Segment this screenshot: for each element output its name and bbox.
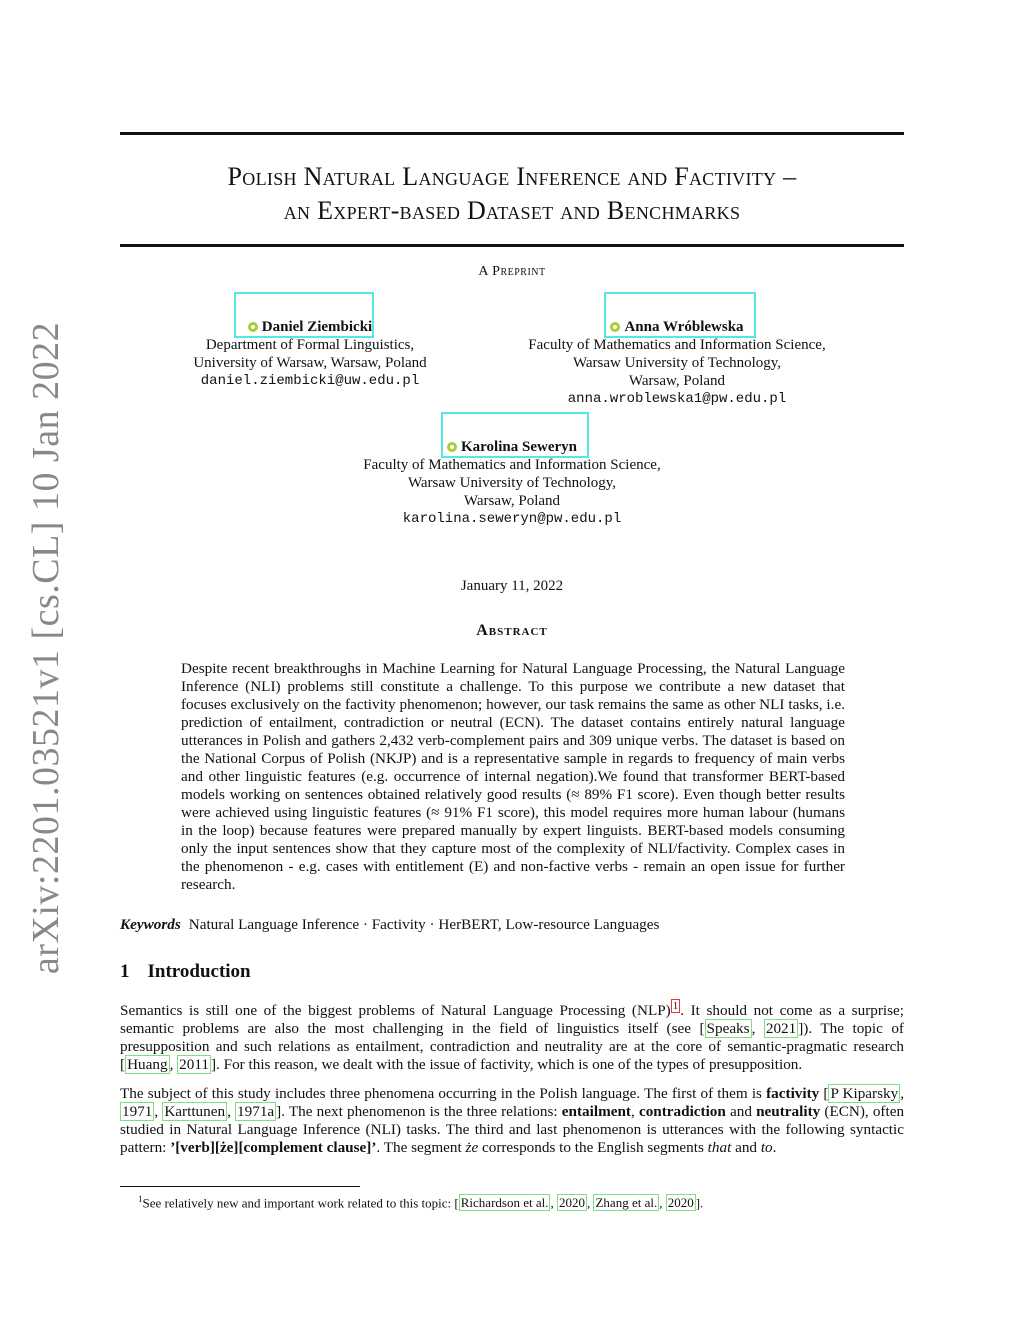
text-run: , [659, 1195, 666, 1211]
orcid-icon[interactable] [248, 322, 258, 332]
citation-link[interactable]: Richardson et al. [460, 1195, 549, 1211]
author-affiliation-line: Warsaw University of Technology, [407, 475, 617, 491]
italic-term: to [760, 1139, 773, 1156]
arxiv-id-text[interactable]: arXiv:2201.03521v1 [cs.CL] 10 Jan 2022 [25, 321, 67, 975]
text-run: and [725, 1103, 757, 1120]
bold-term: neutrality [756, 1103, 821, 1120]
text-run: . It should not come as a surprise; semantic problems are also the most challenging in the field of linguistics itself (see [ [120, 1002, 904, 1037]
footnote-link[interactable]: 1 [672, 999, 679, 1012]
author-name: Karolina Seweryn [461, 439, 577, 455]
text-run: corresponds to the English segments [478, 1139, 708, 1156]
section-heading-introduction [120, 961, 251, 983]
citation-link[interactable]: 2020 [667, 1195, 694, 1211]
text-run: , [586, 1195, 594, 1211]
abstract-heading: Abstract [476, 622, 548, 639]
orcid-icon[interactable] [447, 442, 457, 452]
text-run: . The segment [376, 1139, 466, 1156]
intro-paragraph-1 [120, 999, 904, 1074]
keywords-label: Keywords [120, 916, 181, 933]
citation-link[interactable]: 2020 [558, 1195, 585, 1211]
author-affiliation-line: Department of Formal Linguistics, [205, 337, 415, 353]
title-rule-bottom [120, 244, 904, 247]
citation-link[interactable]: Speaks [706, 1020, 750, 1037]
text-run: ]. The next phenomenon is the three relations: [276, 1103, 562, 1120]
footnote-1 [138, 1191, 904, 1211]
citation-link[interactable]: P Kiparsky [830, 1085, 899, 1102]
paper-title [120, 160, 904, 228]
citation-link[interactable]: 1971a [237, 1103, 275, 1120]
bold-term: entailment [561, 1103, 631, 1120]
author-block-1 [150, 318, 470, 390]
citation-link[interactable]: Karttunen [164, 1103, 226, 1120]
citation-link[interactable]: 2011 [179, 1056, 209, 1073]
section-title: Introduction [147, 961, 251, 982]
abstract-body: Despite recent breakthroughs in Machine Learning for Natural Language Processing, the Natural Language Inference (NLI) problems still constitute a challenge. To this purpose we contribute a new dataset that focuses exclusively on the factivity phenomenon; however, our task remains the same as other NLI tasks, i.e. prediction of entailment, contradiction or neutral (ECN). The dataset contains entirely natural language utterances in Polish and gathers 2,432 verb-complement pairs and 309 unique verbs. The dataset is based on the National Corpus of Polish (NKJP) and is a representative sample in regards to frequency of main verbs and other linguistic features (e.g. occurrence of internal negation).We found that transformer BERT-based models working on sentences obtained relatively good results (≈ 89% F1 score). Even though better results were achieved using linguistic features (≈ 91% F1 score), this model requires more human labour (humans in the loop) because features were prepared manually by expert linguists. BERT-based models consuming only the input sentences show that they capture most of the complexity of NLI/factivity. Complex cases in the phenomenon - e.g. cases with entitlement (E) and non-factive verbs - remain an open issue for further research. [181, 660, 845, 893]
author-affiliation-line: Warsaw, Poland [628, 373, 726, 389]
text-run: ]). The topic of presupposition and such relations as entailment, contradiction and neutrality are at the core of semantic-pragmatic research [ [120, 1020, 904, 1073]
text-run: , [169, 1056, 178, 1073]
author-affiliation-line: Warsaw, Poland [463, 493, 561, 509]
text-run: ]. For this reason, we dealt with the issue of factivity, which is one of the types of presupposition. [210, 1056, 803, 1073]
author-name-link-1[interactable] [248, 318, 372, 336]
author-email[interactable]: daniel.ziembicki@uw.edu.pl [200, 373, 420, 389]
author-affiliation-line: Warsaw University of Technology, [572, 355, 782, 371]
section-number: 1 [120, 961, 130, 982]
text-run: and [731, 1139, 761, 1156]
author-name: Daniel Ziembicki [261, 319, 373, 335]
citation-link[interactable]: Huang [127, 1056, 168, 1073]
author-name: Anna Wróblewska [624, 319, 744, 335]
text-run: , [630, 1103, 639, 1120]
author-name-link-3[interactable] [447, 438, 577, 456]
author-name-link-2[interactable] [610, 318, 743, 336]
text-run: ]. [695, 1195, 704, 1211]
text-run: See relatively new and important work related to this topic: [ [142, 1195, 459, 1211]
text-run: , [227, 1103, 236, 1120]
footnote-rule [120, 1186, 360, 1187]
keywords-text: Natural Language Inference · Factivity · HerBERT, Low-resource Languages [188, 916, 660, 933]
citation-link[interactable]: 1971 [122, 1103, 153, 1120]
citation-link[interactable]: Zhang et al. [595, 1195, 658, 1211]
author-block-3 [312, 438, 712, 528]
text-run: , [154, 1103, 163, 1120]
title-line-1: Polish Natural Language Inference and Factivity – [227, 162, 797, 191]
text-run: (ECN), often studied in Natural Language Inference (NLI) tasks. The third and last phenomenon is utterances with the following syntactic pattern: [120, 1103, 905, 1156]
text-run: Semantics is still one of the biggest problems of Natural Language Processing (NLP) [120, 1002, 671, 1019]
author-affiliation-line: Faculty of Mathematics and Information Science, [363, 457, 661, 473]
footnote-mark: 1 [138, 1194, 143, 1204]
author-block-2 [497, 318, 857, 408]
keywords-line [120, 916, 904, 934]
text-run: , [751, 1020, 764, 1037]
text-run: , [900, 1085, 905, 1102]
author-affiliation-line: Faculty of Mathematics and Information Science, [528, 337, 826, 353]
text-run: [ [819, 1085, 829, 1102]
author-affiliation-line: University of Warsaw, Warsaw, Poland [193, 355, 427, 371]
title-rule-top [120, 132, 904, 135]
text-run: The subject of this study includes three phenomena occurring in the Polish language. The first of them is [120, 1085, 767, 1102]
author-email[interactable]: karolina.seweryn@pw.edu.pl [402, 511, 622, 527]
arxiv-side-stamp [0, 321, 67, 975]
citation-link[interactable]: 2021 [765, 1020, 797, 1037]
author-link-box [604, 292, 756, 338]
bold-term: factivity [766, 1085, 820, 1102]
intro-paragraph-2 [120, 1085, 904, 1157]
title-line-2: an Expert-based Dataset and Benchmarks [283, 196, 741, 225]
paper-date: January 11, 2022 [460, 578, 564, 594]
bold-term: ’[verb][że][complement clause]’ [170, 1139, 377, 1156]
text-run: . [772, 1139, 777, 1156]
italic-term: that [707, 1139, 732, 1156]
preprint-label: A Preprint [478, 264, 546, 279]
bold-term: contradiction [638, 1103, 726, 1120]
text-run: , [550, 1195, 557, 1211]
author-email[interactable]: anna.wroblewska1@pw.edu.pl [567, 391, 787, 407]
author-link-box [441, 412, 589, 458]
italic-term: że [465, 1139, 479, 1156]
